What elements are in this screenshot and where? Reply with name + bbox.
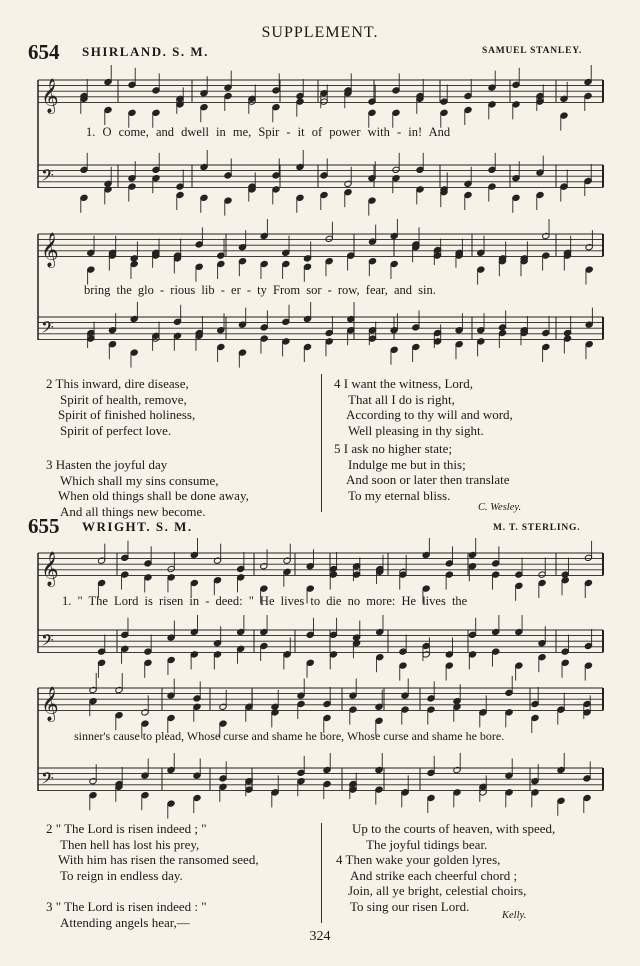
hymn-number: 655 (28, 514, 60, 538)
verse-block: 2 " The Lord is risen indeed ; " Then hell has lost his prey, With him has risen the ransomed seed, To reign in endless day. (46, 821, 259, 883)
verse-block: Up to the courts of heaven, with speed, The joyful tidings bear. (352, 821, 556, 852)
treble-clef: 𝄞 (41, 78, 59, 114)
column-divider (321, 374, 322, 512)
tune-name: WRIGHT. S. M. (82, 519, 193, 534)
lyric-line: bring the glo - rious lib - er - ty From sor - row, fear, and sin. (84, 283, 436, 297)
composer: M. T. STERLING. (493, 523, 581, 533)
verse-block: 4 I want the witness, Lord, That all I do is right, According to thy will and word, Well pleasing in thy sight. (334, 376, 513, 438)
verse-block: 5 I ask no higher state; Indulge me but in this; And soon or later then translate To my eternal bliss. (334, 441, 510, 503)
verse-block: 3 " The Lord is risen indeed : " Attending angels hear,— (46, 899, 207, 930)
author-attribution: C. Wesley. (478, 502, 522, 513)
author-attribution: Kelly. (502, 910, 527, 921)
bass-clef: 𝄢 (41, 317, 54, 342)
column-divider (321, 823, 322, 923)
lyric-line: 1. O come, and dwell in me, Spir - it of power with - in! And (86, 125, 451, 139)
verse-block: 2 This inward, dire disease, Spirit of health, remove, Spirit of finished holiness, Spirit of perfect love. (46, 376, 196, 438)
treble-clef: 𝄞 (41, 551, 59, 587)
lyric-line: 1. " The Lord is risen in - deed: " He lives to die no more: He lives the (62, 594, 468, 608)
bass-clef: 𝄢 (41, 768, 54, 793)
page-number: 324 (309, 929, 331, 944)
tune-name: SHIRLAND. S. M. (82, 44, 209, 59)
bass-clef: 𝄢 (41, 630, 54, 655)
treble-clef: 𝄞 (41, 686, 59, 722)
lyric-line: sinner's cause to plead, Whose curse and shame he bore, Whose curse and shame he bore. (74, 729, 505, 743)
verse-block: 4 Then wake your golden lyres, And strike each cheerful chord ; Join, all ye bright, celestial choirs, To sing our risen Lord. (336, 852, 527, 914)
page-header: SUPPLEMENT. (261, 24, 379, 41)
verse-block: 3 Hasten the joyful day Which shall my sins consume, When old things shall be done away, And all things new become. (46, 457, 249, 519)
bass-clef: 𝄢 (41, 165, 54, 190)
composer: SAMUEL STANLEY. (482, 46, 583, 56)
treble-clef: 𝄞 (41, 232, 59, 268)
hymn-number: 654 (28, 40, 60, 64)
